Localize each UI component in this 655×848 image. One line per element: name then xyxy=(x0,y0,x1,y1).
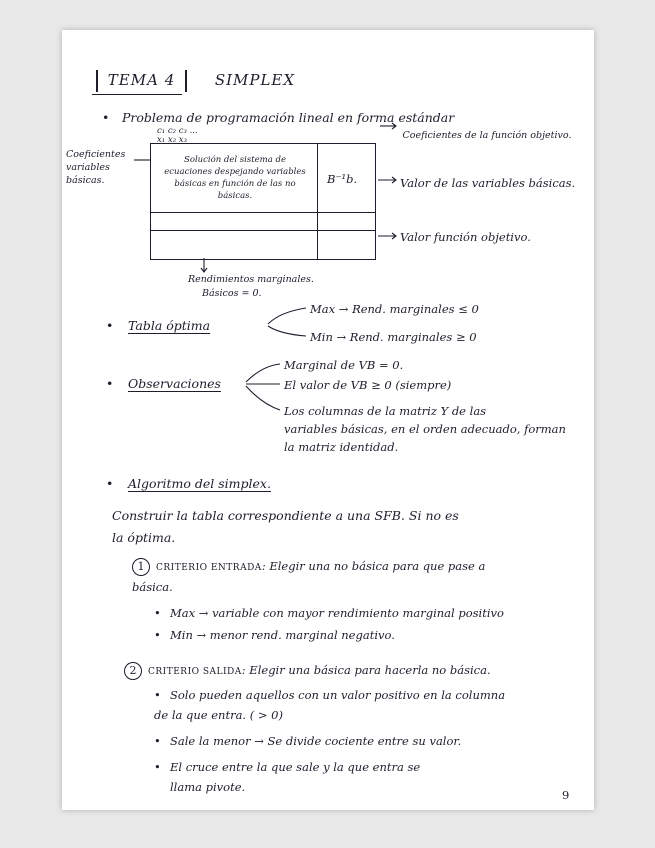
basic-values-note: Valor de las variables básicas. xyxy=(400,176,576,190)
criterion-text: : Elegir una no básica para que pase a xyxy=(261,559,486,573)
notebook-page xyxy=(62,30,594,810)
bullet: • xyxy=(154,688,161,702)
lp-heading: Problema de programación lineal en forma estándar xyxy=(122,110,455,125)
exit-rule-c-cont: llama pivote. xyxy=(170,780,246,794)
page-number: 9 xyxy=(562,788,570,802)
title-name: SIMPLEX xyxy=(214,71,296,89)
criterion-title: CRITERIO SALIDA xyxy=(148,667,242,677)
exit-rule-a-cont: de la que entra. ( > 0) xyxy=(154,708,283,722)
bullet: • xyxy=(106,318,114,333)
brace-line xyxy=(246,386,280,410)
objective-value-note: Valor función objetivo. xyxy=(400,230,531,244)
optimal-min-rule: Min → Rend. marginales ≥ 0 xyxy=(310,330,477,344)
observation-item: El valor de VB ≥ 0 (siempre) xyxy=(284,378,452,392)
criterion-number: 1 xyxy=(132,558,150,576)
algorithm-intro: Construir la tabla correspondiente a una SFB. Si no es xyxy=(112,508,459,523)
entry-min-rule: Min → menor rend. marginal negativo. xyxy=(170,628,395,642)
arrows-overlay xyxy=(62,30,594,810)
observation-item: Los columnas de la matriz Y de las xyxy=(284,404,487,418)
optimal-table-label: Tabla óptima xyxy=(128,318,211,333)
coef-objective-note: Coeficientes de la función objetivo. xyxy=(402,130,572,141)
bullet: • xyxy=(154,734,161,748)
reduced-costs-note: Rendimientos marginales. xyxy=(188,274,314,285)
brace-line xyxy=(268,308,306,324)
reduced-costs-basic: Básicos = 0. xyxy=(202,288,262,299)
algorithm-label: Algoritmo del simplex. xyxy=(128,476,271,491)
bullet: • xyxy=(154,628,161,642)
observations-label: Observaciones xyxy=(128,376,221,391)
brace-line xyxy=(246,364,280,382)
bullet: • xyxy=(106,476,114,491)
optimal-max-rule: Max → Rend. marginales ≤ 0 xyxy=(310,302,479,316)
cost-labels: c₁ c₂ c₃ ... xyxy=(157,126,198,136)
observation-item: Marginal de VB = 0. xyxy=(284,358,404,372)
coef-basic-note: Coeficientes variables básicas. xyxy=(66,149,126,186)
bullet: • xyxy=(106,376,114,391)
observation-item: variables básicas, en el orden adecuado, forman xyxy=(284,422,566,436)
criterion-number: 2 xyxy=(124,662,142,680)
criterion-title: CRITERIO ENTRADA xyxy=(156,563,262,573)
tableau-main-cell: Solución del sistema de ecuaciones despejando variables básicas en función de las no básicas. xyxy=(164,155,306,201)
bullet: • xyxy=(154,606,161,620)
algorithm-intro-2: la óptima. xyxy=(112,530,176,545)
entry-max-rule: Max → variable con mayor rendimiento marginal positivo xyxy=(170,606,504,620)
criterion-entry-cont: básica. xyxy=(132,580,173,594)
title-tema: TEMA 4 xyxy=(107,71,176,89)
bullet: • xyxy=(154,760,161,774)
var-labels: x₁ x₂ x₃ xyxy=(157,135,188,145)
exit-rule-a: Solo pueden aquellos con un valor positivo en la columna xyxy=(170,688,506,702)
exit-rule-c: El cruce entre la que sale y la que entra se xyxy=(170,760,421,774)
bullet: • xyxy=(102,110,110,125)
tableau-binv-cell: B⁻¹b. xyxy=(327,172,358,186)
observation-item: la matriz identidad. xyxy=(284,440,399,454)
criterion-text: : Elegir una básica para hacerla no básica. xyxy=(241,663,491,677)
exit-rule-b: Sale la menor → Se divide cociente entre su valor. xyxy=(170,734,462,748)
brace-line xyxy=(268,326,306,336)
